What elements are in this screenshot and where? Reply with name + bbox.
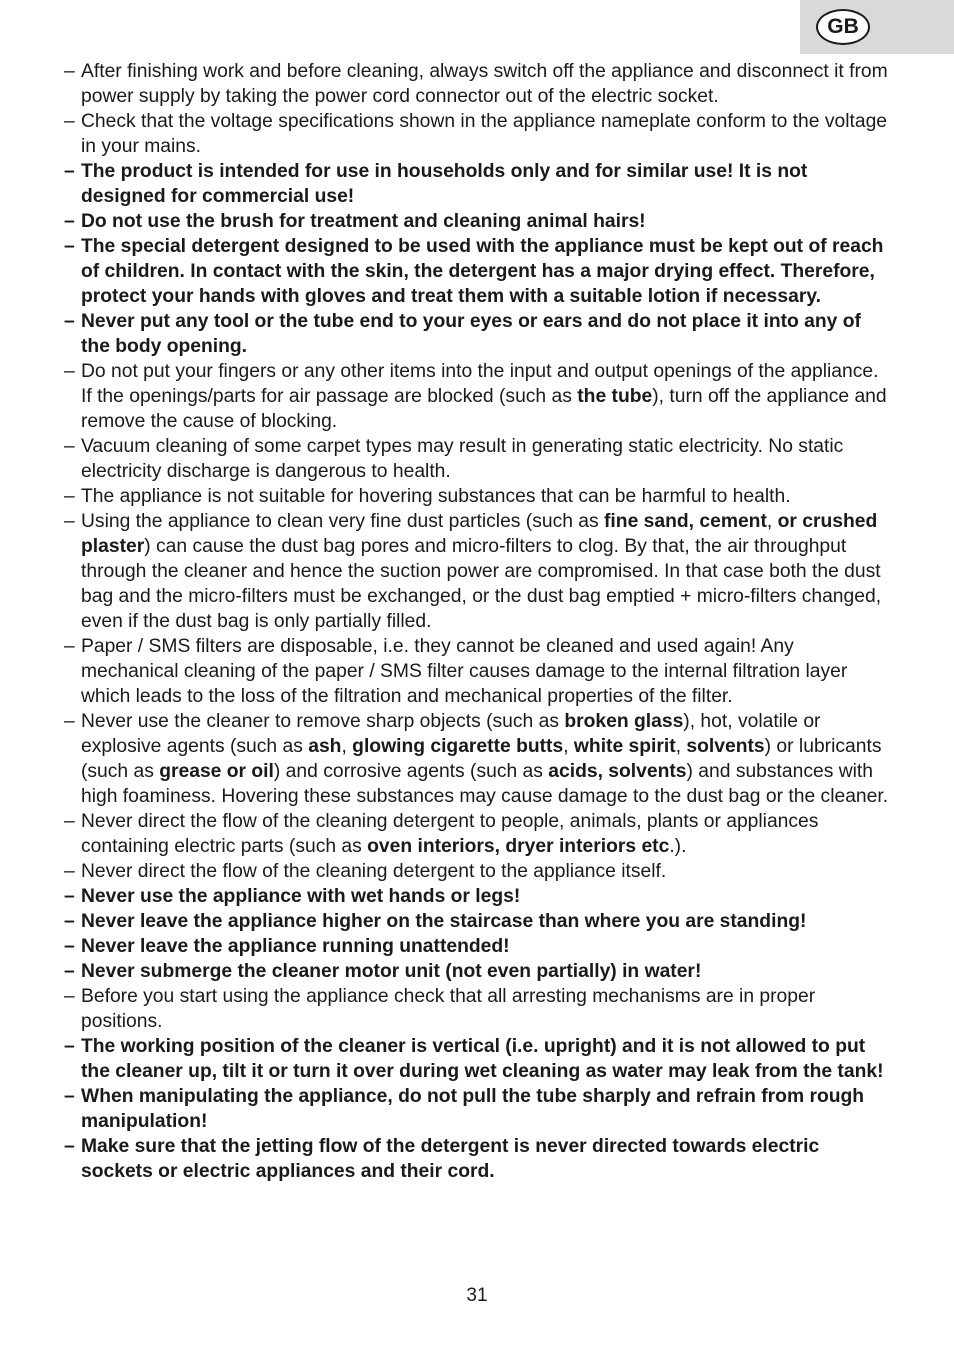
dash-bullet: –: [64, 436, 75, 457]
dash-bullet: –: [64, 936, 75, 957]
dash-bullet: –: [64, 911, 75, 932]
instruction-text: Before you start using the appliance check that all arresting mechanisms are in proper positions.: [81, 986, 816, 1032]
emphasis-text: acids, solvents: [548, 761, 687, 782]
instruction-text: Vacuum cleaning of some carpet types may result in generating static electricity. No static electricity discharge is dangerous to health.: [81, 436, 844, 482]
dash-bullet: –: [64, 61, 75, 82]
instruction-text: Make sure that the jetting flow of the detergent is never directed towards electric sockets or electric appliances and their cord.: [81, 1136, 820, 1182]
instruction-item: [64, 984, 894, 1034]
dash-bullet: –: [64, 111, 75, 132]
instruction-text: The special detergent designed to be used with the appliance must be kept out of reach of children. In contact with the skin, the detergent has a major drying effect. Therefore, protect your hands with gloves and treat them with a suitable lotion if necessary.: [81, 236, 884, 307]
dash-bullet: –: [64, 1086, 75, 1107]
emphasis-text: or crushed plaster: [81, 511, 878, 557]
instruction-text: Paper / SMS filters are disposable, i.e. they cannot be cleaned and used again! Any mechanical cleaning of the paper / SMS filter causes damage to the internal filtration layer which leads to the loss of the filtration and mechanical properties of the filter.: [81, 636, 848, 707]
emphasis-text: white spirit: [573, 736, 676, 757]
instruction-item: [64, 809, 894, 859]
instruction-item: [64, 959, 894, 984]
instruction-text: The product is intended for use in households only and for similar use! It is not designed for commercial use!: [81, 161, 808, 207]
instruction-item: [64, 1134, 894, 1184]
dash-bullet: –: [64, 211, 75, 232]
instruction-item: [64, 159, 894, 209]
language-badge: GB: [816, 9, 870, 45]
instruction-text: ,: [766, 511, 778, 532]
instruction-item: [64, 509, 894, 634]
instruction-item: [64, 634, 894, 709]
instruction-text: Do not put your fingers or any other items into the input and output openings of the appliance. If the openings/parts for air passage are blocked (such as: [81, 361, 879, 407]
instruction-item: [64, 709, 894, 809]
emphasis-text: grease or oil: [159, 761, 274, 782]
dash-bullet: –: [64, 961, 75, 982]
instruction-text: Check that the voltage specifications shown in the appliance nameplate conform to the voltage in your mains.: [81, 111, 888, 157]
instruction-item: [64, 209, 894, 234]
dash-bullet: –: [64, 1136, 75, 1157]
instruction-text: Never submerge the cleaner motor unit (not even partially) in water!: [81, 961, 702, 982]
instruction-item: [64, 109, 894, 159]
instruction-item: [64, 1034, 894, 1084]
instruction-text: Never leave the appliance running unattended!: [81, 936, 510, 957]
instruction-item: [64, 859, 894, 884]
dash-bullet: –: [64, 361, 75, 382]
emphasis-text: solvents: [686, 736, 765, 757]
instruction-text: Using the appliance to clean very fine dust particles (such as: [81, 511, 605, 532]
instruction-text: Never put any tool or the tube end to your eyes or ears and do not place it into any of the body opening.: [81, 311, 861, 357]
emphasis-text: oven interiors, dryer interiors etc: [367, 836, 670, 857]
instruction-text: The appliance is not suitable for hovering substances that can be harmful to health.: [81, 486, 791, 507]
instruction-item: [64, 909, 894, 934]
instruction-text: ,: [341, 736, 353, 757]
instruction-text: Never use the appliance with wet hands or legs!: [81, 886, 521, 907]
emphasis-text: ash: [308, 736, 342, 757]
dash-bullet: –: [64, 811, 75, 832]
dash-bullet: –: [64, 486, 75, 507]
instruction-text: ) and substances with high foaminess. Hovering these substances may cause damage to the dust bag or the cleaner.: [81, 761, 889, 807]
instruction-text: Never use the cleaner to remove sharp objects (such as: [81, 711, 565, 732]
dash-bullet: –: [64, 311, 75, 332]
instruction-item: [64, 434, 894, 484]
instruction-text: The working position of the cleaner is vertical (i.e. upright) and it is not allowed to put the cleaner up, tilt it or turn it over during wet cleaning as water may leak from the tank!: [81, 1036, 884, 1082]
emphasis-text: the tube: [577, 386, 653, 407]
instruction-item: [64, 59, 894, 109]
instruction-text: Do not use the brush for treatment and cleaning animal hairs!: [81, 211, 646, 232]
instruction-text: ,: [563, 736, 574, 757]
instruction-item: [64, 359, 894, 434]
emphasis-text: fine sand, cement: [604, 511, 767, 532]
dash-bullet: –: [64, 886, 75, 907]
dash-bullet: –: [64, 986, 75, 1007]
instruction-text: When manipulating the appliance, do not pull the tube sharply and refrain from rough manipulation!: [81, 1086, 865, 1132]
instruction-text: Never leave the appliance higher on the staircase than where you are standing!: [81, 911, 807, 932]
instruction-text: ), hot, volatile or explosive agents (such as: [81, 711, 821, 757]
safety-instructions-list: [64, 59, 894, 1184]
dash-bullet: –: [64, 861, 75, 882]
emphasis-text: glowing cigarette butts: [352, 736, 564, 757]
instruction-text: ) and corrosive agents (such as: [273, 761, 549, 782]
instruction-item: [64, 884, 894, 909]
instruction-item: [64, 1084, 894, 1134]
instruction-text: Never direct the flow of the cleaning detergent to the appliance itself.: [81, 861, 667, 882]
dash-bullet: –: [64, 711, 75, 732]
instruction-text: .).: [669, 836, 687, 857]
instruction-text: ) or lubricants (such as: [81, 736, 882, 782]
instruction-item: [64, 484, 894, 509]
dash-bullet: –: [64, 161, 75, 182]
instruction-text: ,: [675, 736, 687, 757]
language-tab: [800, 0, 954, 54]
instruction-item: [64, 934, 894, 959]
instruction-text: ), turn off the appliance and remove the cause of blocking.: [81, 386, 887, 432]
page-number: 31: [466, 1285, 488, 1306]
dash-bullet: –: [64, 511, 75, 532]
dash-bullet: –: [64, 636, 75, 657]
instruction-item: [64, 309, 894, 359]
dash-bullet: –: [64, 1036, 75, 1057]
instruction-text: After finishing work and before cleaning, always switch off the appliance and disconnect it from power supply by taking the power cord connector out of the electric socket.: [81, 61, 888, 107]
instruction-item: [64, 234, 894, 309]
instruction-text: ) can cause the dust bag pores and micro-filters to clog. By that, the air throughput through the cleaner and hence the suction power are compromised. In that case both the dust bag and the micro-filters must be exchanged, or the dust bag emptied + micro-filters changed, even if the dust bag is only partially filled.: [81, 536, 882, 632]
emphasis-text: broken glass: [564, 711, 684, 732]
instruction-text: Never direct the flow of the cleaning detergent to people, animals, plants or appliances containing electric parts (such as: [81, 811, 819, 857]
dash-bullet: –: [64, 236, 75, 257]
